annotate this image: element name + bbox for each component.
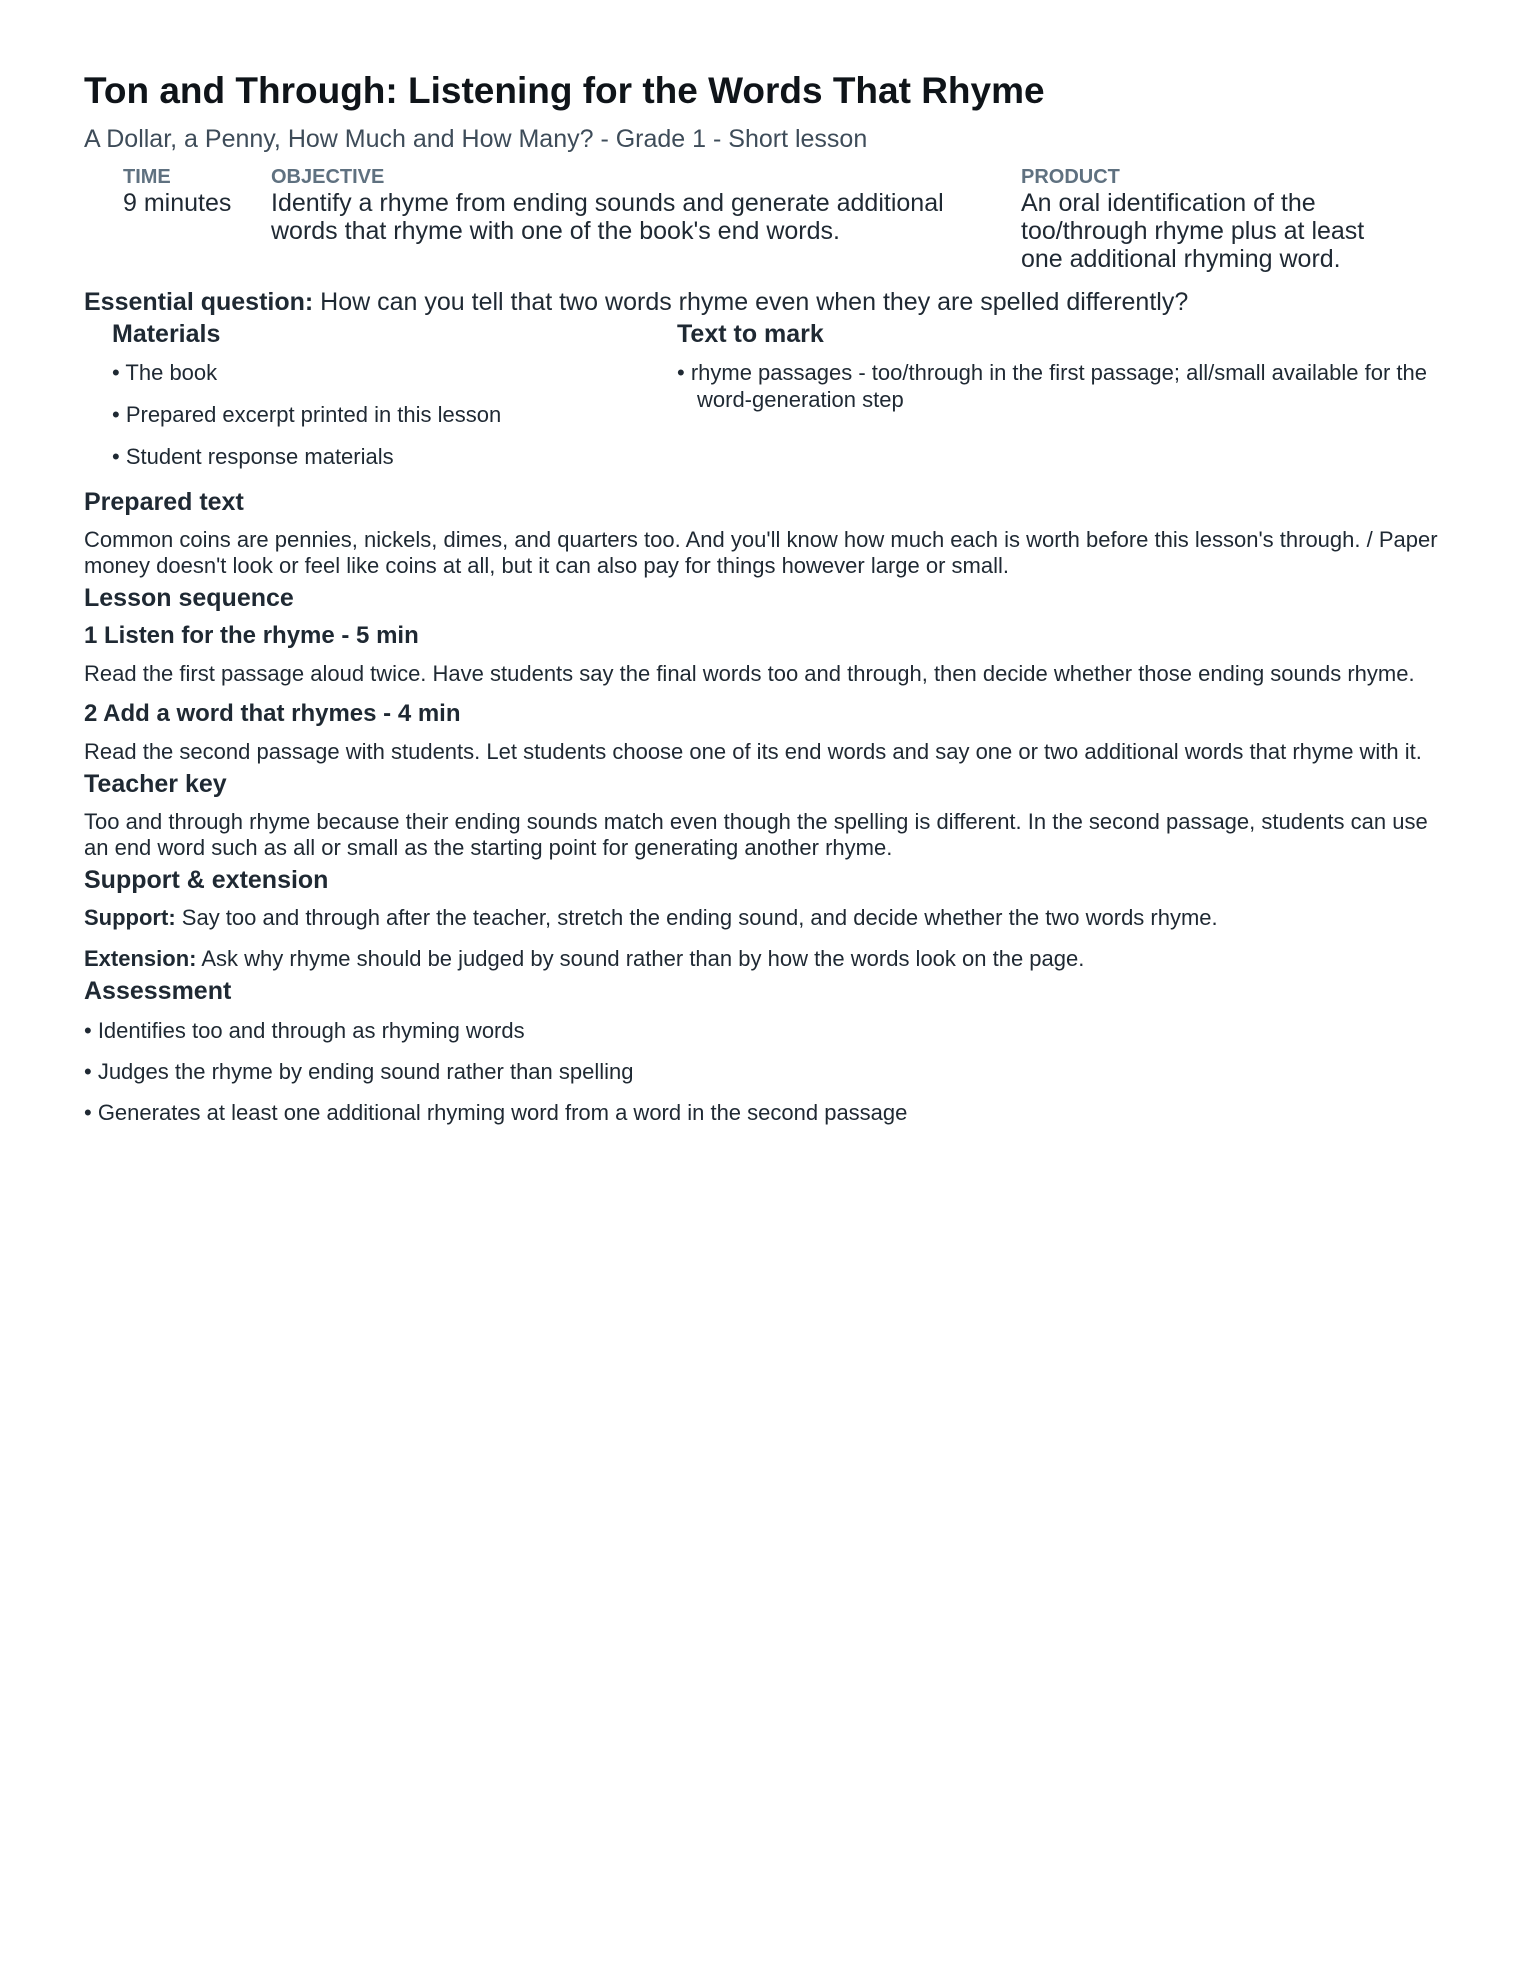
time-label: TIME: [123, 166, 171, 188]
assessment-title: Assessment: [84, 977, 232, 1005]
prepared-text-title: Prepared text: [84, 488, 244, 516]
extension-label: Extension:: [84, 946, 197, 971]
time-value: 9 minutes: [123, 189, 232, 217]
essential-question-label: Essential question:: [84, 288, 314, 316]
support-text: Say too and through after the teacher, stretch the ending sound, and decide whether the two words rhyme.: [181, 905, 1218, 930]
lesson-meta: [123, 165, 1454, 273]
meta-product: [1021, 165, 1441, 273]
assessment-item: • Judges the rhyme by ending sound rather than spelling: [84, 1059, 634, 1084]
step-heading: 1 Listen for the rhyme - 5 min: [84, 622, 419, 649]
essential-question-text: How can you tell that two words rhyme even when they are spelled differently?: [320, 288, 1189, 316]
prepared-text-section: [84, 485, 1454, 579]
prepared-text-body: Common coins are pennies, nickels, dimes, and quarters too. And you'll know how much each is worth before this lesson's through. / Paper money doesn't look or feel like coins at all, but it can also pay for things however large or small.: [84, 527, 1438, 578]
support-line: [84, 905, 1454, 931]
lesson-page: [84, 66, 1454, 1126]
meta-time: [123, 165, 271, 273]
materials-title: Materials: [112, 320, 221, 348]
assessment-item: • Identifies too and through as rhyming words: [84, 1018, 525, 1043]
support-extension-title: Support & extension: [84, 866, 329, 894]
materials-section: [112, 317, 677, 485]
objective-value: Identify a rhyme from ending sounds and generate additional words that rhyme with one of the book's end words.: [271, 189, 944, 245]
assessment-item: • Generates at least one additional rhyming word from a word in the second passage: [84, 1100, 908, 1125]
assessment-section: [84, 974, 1454, 1126]
teacher-key-section: [84, 767, 1454, 861]
product-value: An oral identification of the too/through rhyme plus at least one additional rhyming word.: [1021, 189, 1365, 273]
text-to-mark-item: • rhyme passages - too/through in the first passage; all/small available for the word-generation step: [677, 360, 1427, 412]
essential-question: [84, 287, 1454, 317]
support-label: Support:: [84, 905, 176, 930]
meta-objective: [271, 165, 1021, 273]
product-label: PRODUCT: [1021, 166, 1120, 188]
extension-line: [84, 946, 1454, 972]
materials-item: • Student response materials: [112, 444, 394, 469]
lesson-sequence-title: Lesson sequence: [84, 584, 294, 612]
lesson-sequence-section: [84, 581, 1454, 765]
step-body: Read the second passage with students. Let students choose one of its end words and say one or two additional words that rhyme with it.: [84, 739, 1422, 764]
step-body: Read the first passage aloud twice. Have students say the final words too and through, then decide whether those ending sounds rhyme.: [84, 661, 1415, 686]
materials-and-text-to-mark: [112, 317, 1454, 485]
extension-text: Ask why rhyme should be judged by sound rather than by how the words look on the page.: [201, 946, 1085, 971]
text-to-mark-section: [677, 317, 1437, 485]
teacher-key-body: Too and through rhyme because their ending sounds match even though the spelling is different. In the second passage, students can use an end word such as all or small as the starting point for generating another rhyme.: [84, 809, 1428, 860]
materials-item: • The book: [112, 360, 218, 385]
lesson-subtitle: A Dollar, a Penny, How Much and How Many? - Grade 1 - Short lesson: [84, 125, 868, 153]
lesson-title: Ton and Through: Listening for the Words That Rhyme: [84, 70, 1045, 111]
step-heading: 2 Add a word that rhymes - 4 min: [84, 700, 461, 727]
text-to-mark-title: Text to mark: [677, 320, 824, 348]
objective-label: OBJECTIVE: [271, 166, 385, 188]
materials-item: • Prepared excerpt printed in this lesson: [112, 402, 502, 427]
support-extension-section: [84, 863, 1454, 972]
teacher-key-title: Teacher key: [84, 770, 227, 798]
